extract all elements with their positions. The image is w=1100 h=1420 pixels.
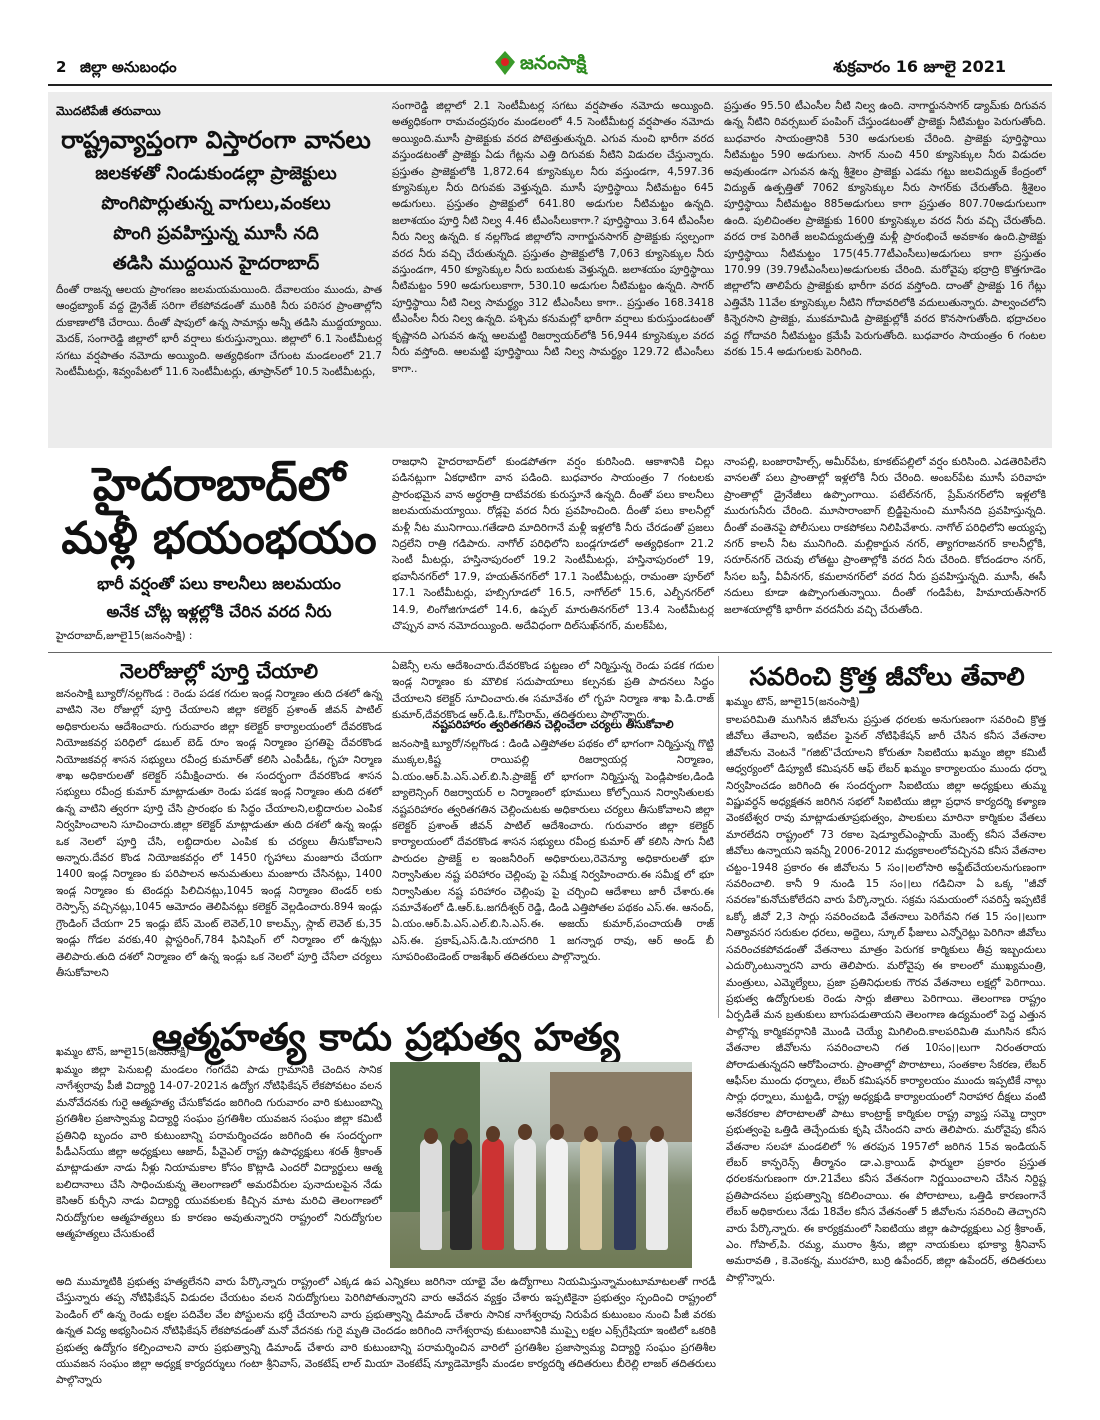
story-hyd-subhead-2: అనేక చోట్ల ఇళ్లల్లోకి చేరిన వరద నీరు — [106, 602, 332, 621]
story-suicide-column-full: అది ముమ్మాటికి ప్రభుత్వ హత్యలేనని వారు పేర్కొన్నారు రాష్ట్రంలో ఎక్కడ ఉప ఎన్నికలు జరిగినా యాభై వేల ఉద్యోగాలు నియమిస్తున్నామంటూమాటలతో గారడీ చేస్తున్నారు తప్ప నోటిఫికేషన్ విడుదల చేయటం వలన నిరుద్యోగులు పెరిగిపోతున్నారని వారు ఆవేదన వ్యక్తం చేశారు ఇప్పటికైనా ప్రభుత్వం స్పందించి రాష్ట్రంలో పెండింగ్ లో ఉన్న రెండు లక్షల పదివేల వేల పోస్టులను భర్తీ చేయాలని వారు ప్రభుత్వాన్ని డిమాండ్ చేశారు సానిక నాగేశ్వరావు నిరుపేద కుటుంబం నుంచి పీజీ వరకు ఉన్నత విద్య అభ్యసించిన నోటిఫికేషన్ లేకపోవడంతో మనో వేదనకు గురై మృతి చెందడం జరిగింది నాగేశ్వరావు కుటుంబానికి ముప్పై లక్షల ఎక్స్‌గ్రేషియా ఇంటిలో ఒకరికి ప్రభుత్వ ఉద్యోగం కల్పించాలని వారు ప్రభుత్వాన్ని డిమాండ్ చేశారు వారి కుటుంబాన్ని పరామర్శించిన వారిలో ప్రగతిశీల ప్రజాస్వామ్య విద్యార్థి సంఘం ప్రగతిశీల యువజన సంఘం జిల్లా అధ్యక్ష కార్యదర్శులు గంటా శ్రీనివాస్, వెంకటేష్ లాల్ మియా వెంకటేష్ న్యూడెమోక్రసీ మండల కార్యదర్శి తదితరులు బీరెల్లి లాజర్ తదితరులు పాల్గొన్నారు — [56, 1276, 716, 1387]
story-housing-column-2: ఏజెన్సీ లను ఆదేశించారు.దేవరకొండ పట్టణం లో నిర్మిస్తున్న రెండు పడక గదుల ఇండ్ల నిర్మాణం కు మౌలిక సదుపాయాలు కల్పనకు ప్రతి పాదనలు సిద్ధం చేయాలని కలెక్టర్ సూచించారు.ఈ సమావేశం లో గృహ నిర్మాణ శాఖ పి.డి.రాజ్ కుమార్,దేవరకొండ ఆర్.డి.ఓ.గోపిరామ్, తదితరులు పాల్గొన్నారు. — [392, 660, 714, 722]
story-hyd-headline-2: మళ్లీ భయంభయం — [61, 513, 377, 564]
story-compensation-subhead: నష్టపరిహారం త్వరితగతిన చెల్లించేలా చర్యలు తీసుకోవాలి — [432, 718, 674, 731]
story-hyd-dateline: హైదరాబాద్,జూలై15(జనంసాక్షి) : — [56, 630, 193, 642]
story-rain-subhead-1: జలకళతో నిండుకుండల్లా ప్రాజెక్టులు — [95, 163, 337, 184]
story-suicide-headline: ఆత్మహత్య కాదు ప్రభుత్వ హత్య — [152, 1015, 620, 1059]
story-compensation-column: జనంసాక్షి బ్యూరో/నల్లగొండ : డిండి ఎత్తిపోతల పథకం లో భాగంగా నిర్మిస్తున్న గొట్టి ముక్కల,కిష్ట రాయిపల్లి రిజర్వాయర్ల నిర్మాణం, ఏ.యం.ఆర్.పి.ఎస్.ఎల్.బి.సి.ప్రాజెక్ట్ లో భాగంగా నిర్మిస్తున్న పెండ్లిపాకల,డిండి బ్యాలెన్సింగ్ రిజర్వాయర్ ల నిర్మాణంలో భూములు కోల్పోయిన నిర్వాసితులకు నష్టపరిహారం త్వరితగతిన చెల్లించుటకు అధికారులు చర్యలు తీసుకోవాలని జిల్లా కలెక్టర్ ప్రశాంత్ జీవన్ పాటిల్ ఆదేశించారు. గురువారం జిల్లా కలెక్టర్ కార్యాలయంలో దేవరకొండ శాసన సభ్యులు రవీంద్ర కుమార్ తో కలిసి సాగు నీటి పారుదల ప్రాజెక్ట్ ల ఇంజనీరింగ్ అధికారులు,రెవెన్యూ అధికారులతో భూ నిర్వాసితుల నష్ట పరిహారం చెల్లింపు పై సమీక్ష నిర్వహించారు.ఈ సమీక్ష లో భూ నిర్వాసితుల నష్ట పరిహారం చెల్లింపు పై చర్చించి ఆదేశాలు జారీ చేశారు.ఈ సమావేశంలో డి.ఆర్.ఓ.జగదీశ్వర్ రెడ్డి, డిండి ఎత్తిపోతల పథకం ఎస్.ఈ. ఆనంద్, ఏ.యం.ఆర్.పి.ఎస్.ఎల్.బి.సి.ఎస్.ఈ. అజయ్ కుమార్,పంచాయతీ రాజ్ ఎస్.ఈ. ప్రకాష్,ఎస్.డి.సి.యాదగిరి 1 జగన్నాథ రావు, ఆర్ అండ్ బీ సూపరింటెండెంట్ రాజశేఖర్ తదితరులు పాల్గొన్నారు. — [392, 738, 714, 964]
story-rain-subhead-3: పొంగి ప్రవహిస్తున్న మూసీ నది — [113, 223, 319, 244]
rule-below-hyd — [48, 652, 1052, 653]
story-hyd-headline-1: హైదరాబాద్‌లో — [92, 457, 346, 511]
page-number: 2 — [56, 58, 67, 76]
story-suicide-column-left: ఖమ్మం జిల్లా పెనుబల్లి మండలం గంగదేవి పాడు గ్రామానికి చెందిన సానిక నాగేశ్వరావు పీజీ విద్యార్థి 14-07-2021న ఉద్యోగ నోటిఫికేషన్ లేకపోవటం వలన మనోవేదనకు గురై ఆత్మహత్య చేసుకోవడం జరిగింది గురువారం వారి కుటుంబాన్ని ప్రగతిశీల ప్రజాస్వామ్య విద్యార్థి సంఘం ప్రగతిశీల యువజన సంఘం జిల్లా కమిటీ ప్రతినిధి బృందం వారి కుటుంబాన్ని పరామర్శించడం జరిగింది ఈ సందర్భంగా పీడీఎస్‌యు జిల్లా అధ్యక్షులు ఆజాద్, పీవైఎల్ రాష్ట్ర ఉపాధ్యక్షులు శరత్ శ్రీకాంత్ మాట్లాడుతూ నాడు నీళ్లు నియామకాల కోసం కొట్లాడి ఎందరో విద్యార్థులు ఆత్మ బలిదానాలు చేసి సాధించుకున్న తెలంగాణలో అమరవీరుల పునాదులపైన నేడు కెసిఆర్ కుర్చీని నాడు విద్యార్థి యువకులకు కిచ్చిన మాట మరిచి తెలంగాణలో నిరుద్యోగుల ఆత్మహత్యలు కు కారణం అవుతున్నారని రాష్ట్రంలో నిరుద్యోగుల ఆత్మహత్యలు చేసుకుంటే — [56, 1064, 382, 1241]
story-rain-headline: రాష్ట్రవ్యాప్తంగా విస్తారంగా వానలు — [61, 126, 371, 154]
story-rain-column-2: సంగారెడ్డి జిల్లాలో 2.1 సెంటీమీటర్ల సగటు వర్షపాతం నమోదు అయ్యింది. అత్యధికంగా రామచంద్రపురం మండలంలో 4.5 సెంటీమీటర్ల వర్షపాతం నమోదు అయ్యింది.మూసీ ప్రాజెక్టుకు వరద పోటెత్తుతున్నది. ఎగువ నుంచి భారీగా వరద వస్తుండటంతో ప్రాజెక్టు ఏడు గేట్లను ఎత్తి దిగువకు నీటిని విడుదల చేస్తున్నారు. ప్రస్తుతం ప్రాజెక్టులోకి 1,872.64 క్యూసెక్కుల నీరు వస్తుండగా, 4,597.36 క్యూసెక్కుల నీరు దిగువకు వెళ్తున్నది. మూసీ పూర్తిస్థాయి నీటిమట్టం 645 అడుగులు. ప్రస్తుతం ప్రాజెక్టులో 641.80 అడుగుల నీటిమట్టం ఉన్నది. జలాశయం పూర్తి నీటి నిల్వ 4.46 టీఎంసీలుకాగా.? పూర్తిస్థాయి 3.64 టీఎంసీల నీరు నిల్వ ఉన్నది. క నల్లగొండ జిల్లాలోని నాగార్జునసాగర్ ప్రాజెక్టుకు స్వల్పంగా వరద నీరు వచ్చి చేరుతున్నది. ప్రస్తుతం ప్రాజెక్టులోకి 7,063 క్యూసెక్కుల నీరు వస్తుండగా, 450 క్యూసెక్కుల నీరు బయటకు వెళ్తున్నది. జలాశయం పూర్తిస్థాయి నీటిమట్టం 590 అడుగులుకాగా, 530.10 అడుగుల నీటిమట్టం ఉన్నది. సాగర్ పూర్తిస్థాయి నీటి నిల్వ సామర్థ్యం 312 టీఎంసీలు కాగా.. ప్రస్తుతం 168.3418 టీఎంసీల నీరు నిల్వ ఉన్నది. పశ్చిమ కనుమల్లో భారీగా వర్షాలు కురుస్తుండటంతో కృష్ణానది ఎగువన ఉన్న ఆలమట్టి రిజర్వాయర్‌లోకి 56,944 క్యూసెక్కుల వరద నీరు వస్తోంది. ఆలమట్టి పూర్తిస్థాయి నీటి నిల్వ సామర్థ్యం 129.72 టీఎంసీలు కాగా.. — [392, 100, 714, 375]
story-suicide-photo — [390, 1062, 692, 1268]
story-wages-headline: సవరించి క్రొత్త జీవోలు తేవాలి — [749, 662, 1025, 691]
story-hyd-column-1: రాజధాని హైదరాబాద్‌లో కుండపోతగా వర్షం కురిసింది. ఆకాశానికి చిల్లు పడినట్లుగా ఏకధాటిగా వాన పడింది. బుధవారం సాయంత్రం 7 గంటలకు ప్రారంభమైన వాన అర్ధరాత్రి దాటేవరకు కురుస్తూనే ఉన్నది. దీంతో పలు కాలనీలు జలమయమయ్యాయి. రోడ్లపై వరద నీరు ప్రవహించింది. దీంతో పలు కాలనీల్లో మళ్లీ నీట మునిగాయి.గతేడాది మాదిరిగానే మళ్లీ ఇళ్లలోకి నీరు చేరడంతో ప్రజలు నిద్రలేని రాత్రి గడిపారు. నాగోల్ పరిధిలోని బండ్లగూడలో అత్యధికంగా 21.2 సెంటీ మీటర్లు, హస్తినాపురంలో 19.2 సెంటీమీటర్లు, హస్తినాపురంలో 19, భవానీనగర్‌లో 17.9, హయత్‌నగర్‌లో 17.1 సెంటీమీటర్లు, రామంతా పూర్‌లో 17.1 సెంటీమీటర్లు, హబ్సిగూడలో 16.5, నాగోల్‌లో 15.6, ఎల్బీనగర్‌లో 14.9, లింగోజిగూడలో 14.6, ఉప్పల్ మారుతినగర్‌లో 13.4 సెంటీమీటర్ల చొప్పున వాన నమోదయ్యింది. అదేవిధంగా దిల్‌సుఖ్‌నగర్, మలక్‌పేట, — [392, 456, 714, 633]
story-housing-headline: నెలరోజుల్లో పూర్తి చేయాలి — [119, 659, 319, 683]
story-rain-kicker: మొదటిపేజీ తరువాయి — [56, 104, 161, 118]
story-suicide-dateline: ఖమ్మం టౌన్, జూలై15(జనంసాక్షి) — [56, 1046, 190, 1058]
story-housing-column-1: జనంసాక్షి బ్యూరో/నల్లగొండ : రెండు పడక గదుల ఇండ్ల నిర్మాణం తుది దశలో ఉన్న వాటిని నెల రోజుల్లో పూర్తి చేయాలని జిల్లా కలెక్టర్ ప్రశాంత్ జీవన్ పాటిల్ అధికారులను ఆదేశించారు. గురువారం జిల్లా కలెక్టర్ కార్యాలయంలో దేవరకొండ నియోజకవర్గ పరిధిలో డబుల్ బెడ్ రూం ఇండ్ల నిర్మాణం ప్రగతిపై దేవరకొండ నియోజకవర్గ శాసన సభ్యులు రవీంద్ర కుమార్‌తో కలిసి ఎంపీడీఓ, గృహ నిర్మాణ శాఖ అధికారులతో కలెక్టర్ సమీక్షించారు. ఈ సందర్భంగా దేవరకొండ శాసన సభ్యులు రవీంద్ర కుమార్ మాట్లాడుతూ రెండు పడక ఇండ్ల నిర్మాణం తుది దశలో ఉన్న వాటిని త్వరగా పూర్తి చేసి ప్రారంభం కు సిద్ధం చేయాలని,లబ్ధిదారుల ఎంపిక నిర్వహించాలని సూచించారు.జిల్లా కలెక్టర్ మాట్లాడుతూ తుది దశలో ఉన్న ఇండ్లు ఒక నెలలో పూర్తి చేసి, లబ్ధిదారుల ఎంపిక కు చర్యలు తీసుకోవాలని అన్నారు.దేవర కొండ నియోజకవర్గం లో 1450 గృహాలు మంజూరు చేయగా 1400 ఇండ్ల నిర్మాణం కు పరిపాలన అనుమతులు మంజూరు చేసినట్లు, 1400 ఇండ్ల నిర్మాణం కు టెండర్లు పిలిచినట్లు,1045 ఇండ్ల నిర్మాణం టెండర్ లకు రెస్పాన్స్ వచ్చినట్లు,1045 ఆమోదం తెలిపినట్లు కలెక్టర్ వెల్లడించారు.894 ఇండ్లు గ్రౌండింగ్ చేయగా 25 ఇండ్లు బేస్ మెంట్ లెవెల్,10 కాలమ్స్, స్లాబ్ లెవెల్ కు,35 ఇండ్లు గోడల వరకు,40 ప్లాస్టరింగ్,784 ఫినిషింగ్ లో నిర్మాణం లో ఉన్నట్లు తెలిపారు.తుది దశలో నిర్మాణం లో ఉన్న ఇండ్లు ఒక నెలలో పూర్తి చేసేలా చర్యలు తీసుకోవాలని — [56, 688, 382, 979]
story-rain-column-1: దీంతో రాజన్న ఆలయ ప్రాంగణం జలమయమయింది. దేవాలయం ముందు, పాత ఆంధ్రబ్యాంక్ వద్ద డ్రైనేజ్ సరిగా లేకపోవడంతో మురికి నీరు పరిసర ప్రాంతాల్లోని దుకాణాలోకి చేరాయి. దీంతో షాపులో ఉన్న సామాన్లు అన్నీ తడిసి ముద్దయ్యాయి. మెదక్, సంగారెడ్డి జిల్లాలో భారీ వర్షాలు కురుస్తున్నాయి. జిల్లాలో 6.1 సెంటీమీటర్ల సగటు వర్షపాతం నమోదు అయ్యింది. అత్యధికంగా చేగుంట మండలంలో 21.7 సెంటీమీటర్లు, శివ్వంపేటలో 11.6 సెంటీమీటర్లు, తూప్రాన్‌లో 10.5 సెంటీమీటర్లు, — [56, 284, 382, 379]
masthead-title: జనంసాక్షి — [520, 52, 587, 74]
story-wages-dateline: ఖమ్మం టౌన్, జూలై15(జనంసాక్షి) — [726, 696, 860, 708]
column-rule — [718, 656, 719, 1018]
story-wages-column: కాలపరిమితి ముగిసిన జీవోలను ప్రస్తుత ధరలకు అనుగుణంగా సవరించి క్రొత్త జీవోలు తేవాలని, ఇటీవల ఫైనల్ నోటిఫికేషన్ జారీ చేసిన కనీస వేతనాల జీవోలను వెంటనే "గజిట్"చేయాలని కోరుతూ సిఐటియు ఖమ్మం జిల్లా కమిటీ ఆధ్వర్యంలో డిప్యూటీ కమిషనర్ ఆఫ్ లేబర్ ఖమ్మం కార్యాలయం ముందు ధర్నా నిర్వహించడం జరిగింది ఈ సందర్భంగా సిఐటియు జిల్లా అధ్యక్షులు తుమ్మ విష్ణువర్ధన్ అధ్యక్షతన జరిగిన సభలో సిఐటియు జిల్లా ప్రధాన కార్యదర్శి కళ్యాణ వెంకటేశ్వర రావు మాట్లాడుతూప్రభుత్వం, పాలకులు మారినా కార్మికుల వేతలు మారలేదని రాష్ట్రంలో 73 రకాల షెడ్యూల్‌ఎంప్లాయ్ మెంట్స్ కనీస వేతనాల జీవోలు ఉన్నాయని ఇవన్నీ 2006-2012 మధ్యకాలంలోవచ్చినవి కనీస వేతనాల చట్టం-1948 ప్రకారం ఈ జీవోలను 5 సం।।లలోసారి అప్డేట్‌చేయలనుగుణంగా సవరించాలి. కానీ 9 నుండి 15 సం।।లు గడిచినా ఏ ఒక్క "జీవో సవరణ"కునోచుకోలేదని వారు పేర్కొన్నారు. సక్రమ సమయంలో సవరిస్తే ఇప్పటికే ఒక్కో జీవో 2,3 సార్లు సవరించబడి వేతనాలు పెరిగేవని గత 15 సం।।లుగా నిత్యావసర సరుకుల ధరలు, అద్దెలు, స్కూల్ ఫీజులు ఎన్నోరెట్లు పెరిగినా జీవోలు సవరించకపోవడంతో వేతనాలు మాత్రం పెరుగక కార్మికులు తీవ్ర ఇబ్బందులు ఎదుర్కొంటున్నారని వారు తెలిపారు. మరోవైపు ఈ కాలంలో ముఖ్యమంత్రి, మంత్రులు, ఎమ్మెల్యేలు, ప్రజా ప్రతినిధులకు గౌరవ వేతనాలు లక్షల్లో పెరిగాయి. ప్రభుత్వ ఉద్యోగులకు రెండు సార్లు జీతాలు పెరిగాయి. తెలంగాణ రాష్ట్రం ఏర్పడితే మన బ్రతుకులు బాగుపడుతాయని తెలంగాణ ఉద్యమంలో పెద్ద ఎత్తున పాల్గొన్న కార్మికవర్గానికి మొండి చెయ్యే మిగిలింది.కాలపరిమితి ముగిసిన కనీస వేతనాల జీవోలను సవరించాలని గత 10సం।।లుగా నిరంతరాయ పోరాడుతున్నదని ఆరోపించారు. ప్రాంతాల్లో పొరాటాలు, సంతకాల సేకరణ, లేబర్ ఆఫీస్‌ల ముందు ధర్నాలు, లేబర్ కమిషనర్ కార్యాలయం ముందు ఇప్పటికే నాల్గు సార్లు ధర్నాలు, ముట్టడి, రాష్ట్ర అధ్యక్షుడి కార్యాలయంలో నిరాహార దీక్షలు వంటి అనేకరకాల పోరాటాలతో పాటు కాంట్రాక్ట్ కార్మికుల రాష్ట్ర వ్యాప్త సమ్మె ద్వారా ప్రభుత్వంపై ఒత్తిడి తెచ్చేందుకు కృషి చేసిందని వారు తెలిపారు. మరోవైపు కనీస వేతనాల సలహా మండలిలో % తరపున 1957లో జరిగిన 15వ ఇండియన్ లేబర్ కాన్ఫరెన్స్ తీర్మానం డా.ఎ.క్రాయిడ్ ఫార్ములా ప్రకారం ప్రస్తుత ధరలకనుగుణంగా రూ.21వేలు కనీస వేతనంగా నిర్ణయించాలని చేసిన నిర్దిష్ట ప్రతిపాదనలు ప్రభుత్వాన్ని కదిలించాయి. ఈ పోరాటాలు, ఒత్తిడి కారణంగానే లేబర్ అధికారులు నేడు 18వేల కనీస వేతనంతో 5 జీవోలను సవరించి తెచ్చారని వారు పేర్కొన్నారు. ఈ కార్యక్రమంలో సిఐటియు జిల్లా ఉపాధ్యక్షులు ఎర్ర శ్రీకాంత్, ఎం. గోపాల్,పి. రమ్య, మురాం శ్రీను, జిల్లా నాయకులు భూక్యా శ్రీనివాస్ అమరావతి , కె.వెంకన్న, మురహరి, బుర్రి ఉపేందర్, జిల్లా ఉపేందర్, తదితరులు పాల్గొన్నారు. — [726, 714, 1046, 1284]
masthead-logo-icon — [493, 50, 517, 76]
story-hyd-subhead-1: భారీ వర్షంతో పలు కాలనీలు జలమయం — [97, 574, 341, 593]
story-rain-column-3: ప్రస్తుతం 95.50 టీఎంసీల నీటి నిల్వ ఉంది. నాగార్జునసాగర్ డ్యామ్‌కు దిగువన ఉన్న నీటిని రివర్సబుల్ పంపింగ్ చేస్తుండటంతో ప్రాజెక్టు నీటిమట్టం పెరుగుతోంది. బుధవారం సాయంత్రానికి 530 అడుగులకు చేరింది. ప్రాజెక్టు పూర్తిస్థాయి నీటిమట్టం 590 అడుగులు. సాగర్ నుంచి 450 క్యూసెక్కుల నీరు విడుదల అవుతుండగా ఎగువన ఉన్న శ్రీశైలం ప్రాజెక్టు ఎడమ గట్టు జలవిద్యుత్ కేంద్రంలో విద్యుత్ ఉత్పత్తితో 7062 క్యూసెక్కుల నీరు సాగర్‌కు చేరుతోంది. శ్రీశైలం పూర్తిస్థాయి నీటిమట్టం 885అడుగులు కాగా ప్రస్తుతం 807.70అడుగులుగా ఉంది. పులిచింతల ప్రాజెక్టుకు 1600 క్యూసెక్కుల వరద నీరు వచ్చి చేరుతోంది. వరద రాక పెరిగితే జలవిద్యుదుత్పత్తి మళ్లీ ప్రారంభించే అవకాశం ఉంది.ప్రాజెక్టు పూర్తిస్థాయి నీటిమట్టం 175(45.77టీఎంసీలు)అడుగులు కాగా ప్రస్తుతం 170.99 (39.79టీఎంసీలు)అడుగులకు చేరింది. మరోవైపు భద్రాద్రి కొత్తగూడెం జిల్లాలోని తాలిపేరు ప్రాజెక్టుకు భారీగా వరద వస్తోంది. దాంతో ప్రాజెక్టు 16 గేట్లు ఎత్తివేసి 11వేల క్యూసెక్కుల నీటిని గోదావరిలోకి వదులుతున్నారు. పాల్వంచలోని కిన్నెరసాని ప్రాజెక్టు, ముకమామిడి ప్రాజెక్టుల్లోకీ వరద కొనసాగుతోంది. భద్రాచలం వద్ద గోదావరి నీటిమట్టం క్రమేపీ పెరుగుతోంది. బుధవారం సాయంత్రం 6 గంటల వరకు 15.4 అడుగులకు పెరిగింది. — [724, 100, 1046, 359]
header-rule — [48, 84, 1052, 86]
story-rain-subhead-4: తడిసి ముద్దయిన హైదరాబాద్ — [112, 253, 320, 274]
section-name: జిల్లా అనుబంధం — [80, 58, 177, 76]
story-rain-subhead-2: పొంగిపొర్లుతున్న వాగులు,వంకలు — [101, 193, 331, 214]
issue-date: శుక్రవారం 16 జూలై 2021 — [833, 57, 1006, 76]
story-hyd-column-2: నాంపల్లి, బంజారాహిల్స్, అమీర్‌పేట, కూకట్‌పల్లిలో వర్షం కురిసింది. ఎడతెరిపిలేని వానలతో పలు ప్రాంతాల్లో ఇళ్లలోకి నీరు చేరింది. అంబర్‌పేట మూసీ పరివాహ ప్రాంతాల్లో డ్రైనేజీలు ఉప్పొంగాయి. పటేల్‌నగర్, ప్రేమ్‌నగర్‌లోని ఇళ్లలోకి మురుగునీరు చేరింది. మూసారాంబాగ్ బ్రిడ్జిపైనుంచి మూసీనది ప్రవహిస్తున్నది. దీంతో వంతెనపై పోలీసులు రాకపోకలు నిలిపివేశారు. నాగోల్ పరిధిలోని అయ్యప్ప నగర్ కాలనీ నీట మునిగింది. మల్లికార్జున నగర్, త్యాగరాజనగర్ కాలనీల్లోకి, సరూర్‌నగర్ చెరువు లోతట్టు ప్రాంతాల్లోకి వరద నీరు చేరింది. కోదండరాం నగర్, సీసల బస్తీ, వీవీనగర్, కమలానగర్‌లో వరద నీరు ప్రవహిస్తున్నది. మూసీ, ఈసీ నదులు కూడా ఉప్పొంగుతున్నాయి. దీంతో గండిపేట, హిమాయత్‌సాగర్ జలాశయాల్లోకి భారీగా వరదనీరు వచ్చి చేరుతోంది. — [724, 456, 1046, 616]
